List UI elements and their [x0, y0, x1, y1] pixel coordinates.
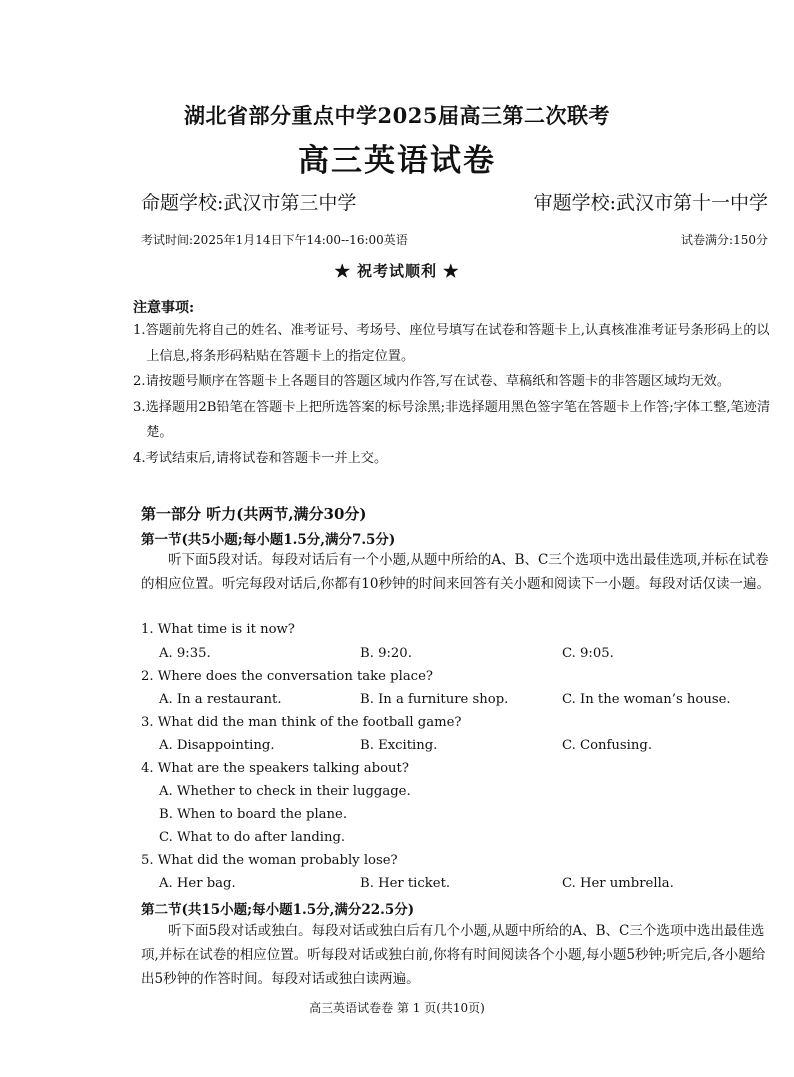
page-footer: 高三英语试卷卷 第 1 页(共10页) — [309, 1001, 485, 1015]
question-3-option-c: C. Confusing. — [562, 738, 653, 753]
reviewer-school: 审题学校:武汉市第十一中学 — [533, 192, 768, 214]
part1-heading: 第一部分 听力(共两节,满分30分) — [141, 505, 367, 523]
notice-list — [133, 318, 775, 471]
exam-main-title: 湖北省部分重点中学2025届高三第二次联考 — [184, 103, 610, 128]
question-5-option-c: C. Her umbrella. — [562, 876, 674, 891]
question-5-option-a: A. Her bag. — [159, 876, 236, 891]
good-luck-banner: ★ 祝考试顺利 ★ — [334, 262, 460, 280]
question-5-stem: 5. What did the woman probably lose? — [141, 853, 398, 868]
question-2-option-c: C. In the woman’s house. — [562, 692, 731, 707]
proposer-school: 命题学校:武汉市第三中学 — [141, 192, 357, 214]
question-4-option-c: C. What to do after landing. — [159, 830, 346, 845]
notice-item: 4.考试结束后,请将试卷和答题卡一并上交。 — [133, 450, 388, 466]
question-5-option-b: B. Her ticket. — [360, 876, 451, 891]
notice-heading: 注意事项: — [133, 300, 195, 316]
question-1-option-c: C. 9:05. — [562, 646, 614, 661]
exam-time: 考试时间:2025年1月14日下午14:00--16:00英语 — [141, 233, 408, 247]
question-1-option-a: A. 9:35. — [159, 646, 211, 661]
notice-item: 3.选择题用2B铅笔在答题卡上把所选答案的标号涂黑;非选择题用黑色签字笔在答题卡上作答;字体工整,笔迹清楚。 — [133, 399, 771, 440]
section2-heading: 第二节(共15小题;每小题1.5分,满分22.5分) — [141, 902, 415, 918]
section2-instruction: 听下面5段对话或独白。每段对话或独白后有几个小题,从题中所给的A、B、C三个选项中选出最佳选项,并标在试卷的相应位置。听每段对话或独白前,你将有时间阅读各个小题,每小题5秒钟;听完后,各小题给出5秒钟的作答时间。每段对话或独白读两遍。 — [141, 923, 766, 987]
question-3-stem: 3. What did the man think of the football game? — [141, 715, 462, 730]
question-4-stem: 4. What are the speakers talking about? — [141, 761, 409, 776]
question-2-stem: 2. Where does the conversation take place? — [141, 669, 433, 684]
section1-heading: 第一节(共5小题;每小题1.5分,满分7.5分) — [141, 532, 396, 548]
exam-subject-title: 高三英语试卷 — [298, 143, 496, 179]
question-2-option-a: A. In a restaurant. — [159, 692, 282, 707]
notice-item: 1.答题前先将自己的姓名、准考证号、考场号、座位号填写在试卷和答题卡上,认真核准准考证号条形码上的以上信息,将条形码粘贴在答题卡上的指定位置。 — [133, 323, 770, 364]
question-3-option-b: B. Exciting. — [360, 738, 438, 753]
question-1-option-b: B. 9:20. — [360, 646, 412, 661]
question-3-option-a: A. Disappointing. — [159, 738, 275, 753]
question-2-option-b: B. In a furniture shop. — [360, 692, 509, 707]
question-4-option-a: A. Whether to check in their luggage. — [159, 784, 411, 799]
notice-item: 2.请按题号顺序在答题卡上各题目的答题区域内作答,写在试卷、草稿纸和答题卡的非答题区域均无效。 — [133, 374, 731, 389]
question-1-stem: 1. What time is it now? — [141, 622, 295, 637]
section1-instruction: 听下面5段对话。每段对话后有一个小题,从题中所给的A、B、C三个选项中选出最佳选项,并标在试卷的相应位置。听完每段对话后,你都有10秒钟的时间来回答有关小题和阅读下一小题。每段对话仅读一遍。 — [141, 552, 770, 592]
question-4-option-b: B. When to board the plane. — [159, 807, 348, 822]
full-score: 试卷满分:150分 — [681, 233, 768, 247]
